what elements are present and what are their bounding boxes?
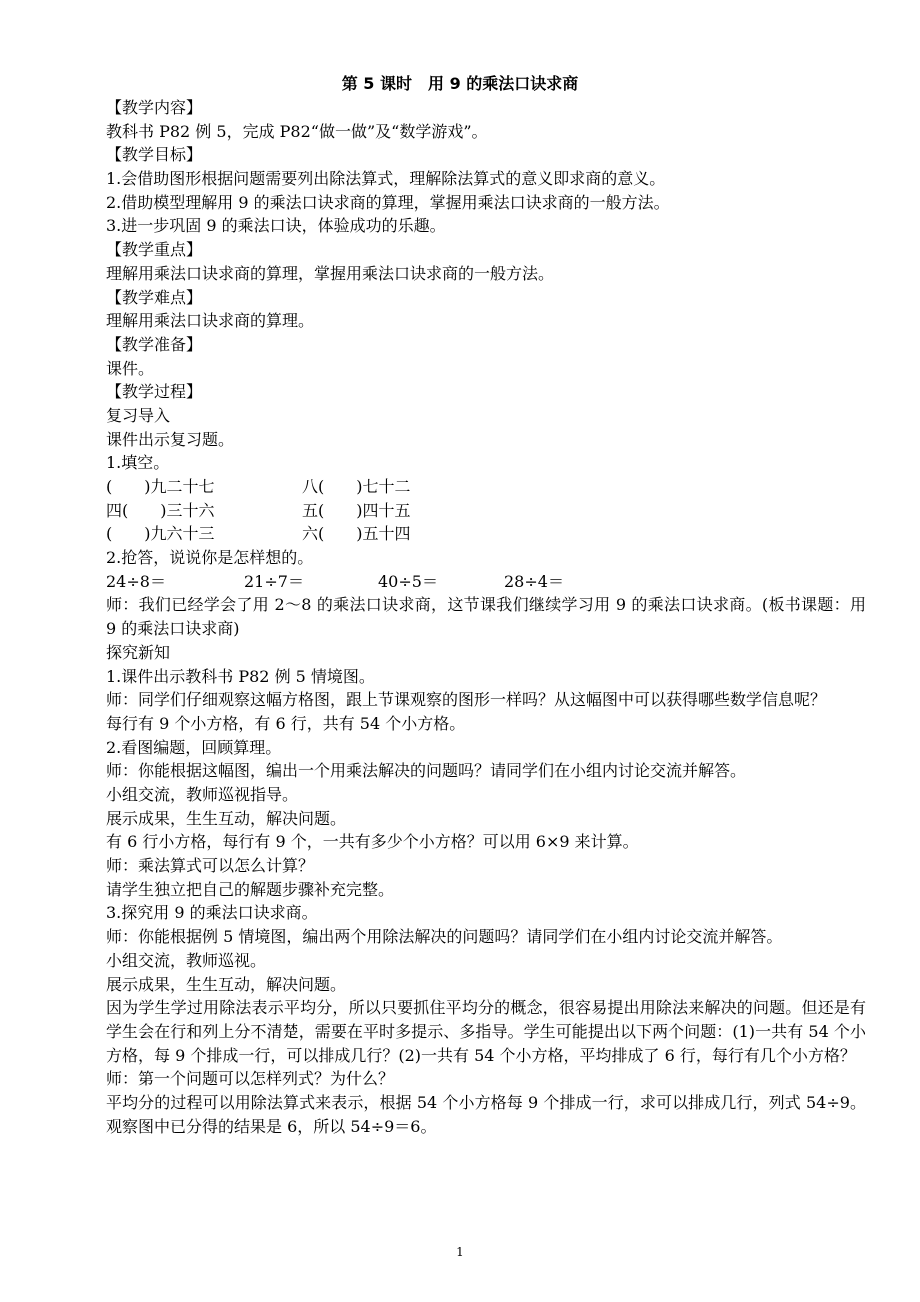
teacher-intro-paragraph: 师：我们已经学会了用 2～8 的乘法口诀求商，这节课我们继续学习用 9 的乘法口诀求商。(板书课题：用 9 的乘法口诀求商) (106, 595, 866, 639)
content-text: 教科书 P82 例 5，完成 P82“做一做”及“数学游戏”。 (106, 121, 488, 141)
teacher-calc-question: 师：乘法算式可以怎么计算？ (106, 856, 315, 876)
fill-blank-label: 1.填空。 (106, 453, 170, 473)
teacher-multiplication-prompt: 师：你能根据这幅图，编出一个用乘法解决的问题吗？请同学们在小组内讨论交流并解答。 (106, 761, 747, 781)
average-division-paragraph: 平均分的过程可以用除法算式来表示，根据 54 个小方格每 9 个排成一行，求可以排成几行，列式 54÷9。观察图中已分得的结果是 6，所以 54÷9＝6。 (106, 1092, 866, 1136)
group-discussion-text-2: 小组交流，教师巡视。 (106, 950, 267, 970)
rush-answer-item: 28÷4＝ (504, 571, 564, 591)
grid-info-text: 每行有 9 个小方格，有 6 行，共有 54 个小方格。 (106, 713, 466, 733)
review-intro-heading: 复习导入 (106, 405, 171, 425)
rush-answer-row (106, 570, 866, 594)
division-explanation-paragraph: 因为学生学过用除法表示平均分，所以只要抓住平均分的概念，很容易提出用除法来解决的问题。但还是有学生会在行和列上分不清楚，需要在平时多提示、多指导。学生可能提出以下两个问题：(1)一共有 54 个小方格，每 9 个排成一行，可以排成几行？(2)一共有 54 个小方格，平均排成了 6 行，每行有几个小方格？ (106, 998, 866, 1065)
objective-1: 1.会借助图形根据问题需要列出除法算式，理解除法算式的意义即求商的意义。 (106, 169, 666, 189)
multiplication-problem-text: 有 6 行小方格，每行有 9 个，一共有多少个小方格？可以用 6×9 来计算。 (106, 832, 639, 852)
teacher-question-paragraph: 师：同学们仔细观察这幅方格图，跟上节课观察的图形一样吗？从这幅图中可以获得哪些数学信息呢？ (106, 690, 827, 710)
fill-blank-row (106, 475, 866, 499)
fill-blank-item: ( )九六十三 (106, 524, 215, 544)
student-complete-text: 请学生独立把自己的解题步骤补充完整。 (106, 879, 395, 899)
objective-2: 2.借助模型理解用 9 的乘法口诀求商的算理，掌握用乘法口诀求商的一般方法。 (106, 192, 670, 212)
fill-blank-item: ( )九二十七 (106, 477, 215, 496)
key-points-text: 理解用乘法口诀求商的算理，掌握用乘法口诀求商的一般方法。 (106, 263, 555, 283)
rush-answer-item: 21÷7＝ (244, 571, 304, 591)
section-heading-key-points: 【教学重点】 (106, 240, 203, 260)
group-discussion-text: 小组交流，教师巡视指导。 (106, 784, 299, 804)
lesson-title: 第 5 课时 用 9 的乘法口诀求商 (341, 74, 579, 93)
review-intro-text: 课件出示复习题。 (106, 429, 235, 449)
difficulty-text: 理解用乘法口诀求商的算理。 (106, 311, 315, 331)
teacher-first-question: 师：第一个问题可以怎样列式？为什么？ (106, 1069, 395, 1089)
objective-3: 3.进一步巩固 9 的乘法口诀，体验成功的乐趣。 (106, 216, 446, 236)
fill-blank-item: 八( )七十二 (302, 477, 411, 496)
rush-answer-label: 2.抢答，说说你是怎样想的。 (106, 548, 314, 568)
show-results-text-2: 展示成果，生生互动，解决问题。 (106, 974, 347, 994)
page-number: 1 (456, 1245, 464, 1259)
section-heading-difficulty: 【教学难点】 (106, 287, 203, 307)
fill-blank-item: 六( )五十四 (302, 524, 411, 544)
fill-blank-item: 五( )四十五 (302, 500, 411, 520)
explore-step-1: 1.课件出示教科书 P82 例 5 情境图。 (106, 666, 375, 686)
rush-answer-item: 24÷8＝ (106, 571, 166, 591)
preparation-text: 课件。 (106, 358, 155, 378)
teacher-division-prompt: 师：你能根据例 5 情境图，编出两个用除法解决的问题吗？请同学们在小组内讨论交流并解答。 (106, 927, 783, 947)
explore-step-2: 2.看图编题，回顾算理。 (106, 737, 282, 757)
section-heading-process: 【教学过程】 (106, 382, 203, 402)
fill-blank-row (106, 522, 866, 546)
document-body (106, 96, 866, 1138)
explore-heading: 探究新知 (106, 642, 171, 662)
explore-step-3: 3.探究用 9 的乘法口诀求商。 (106, 903, 318, 923)
section-heading-preparation: 【教学准备】 (106, 334, 203, 354)
show-results-text: 展示成果，生生互动，解决问题。 (106, 808, 347, 828)
rush-answer-item: 40÷5＝ (378, 571, 438, 591)
section-heading-objectives: 【教学目标】 (106, 145, 203, 165)
fill-blank-row (106, 499, 866, 523)
fill-blank-item: 四( )三十六 (106, 500, 215, 520)
section-heading-content: 【教学内容】 (106, 98, 203, 117)
